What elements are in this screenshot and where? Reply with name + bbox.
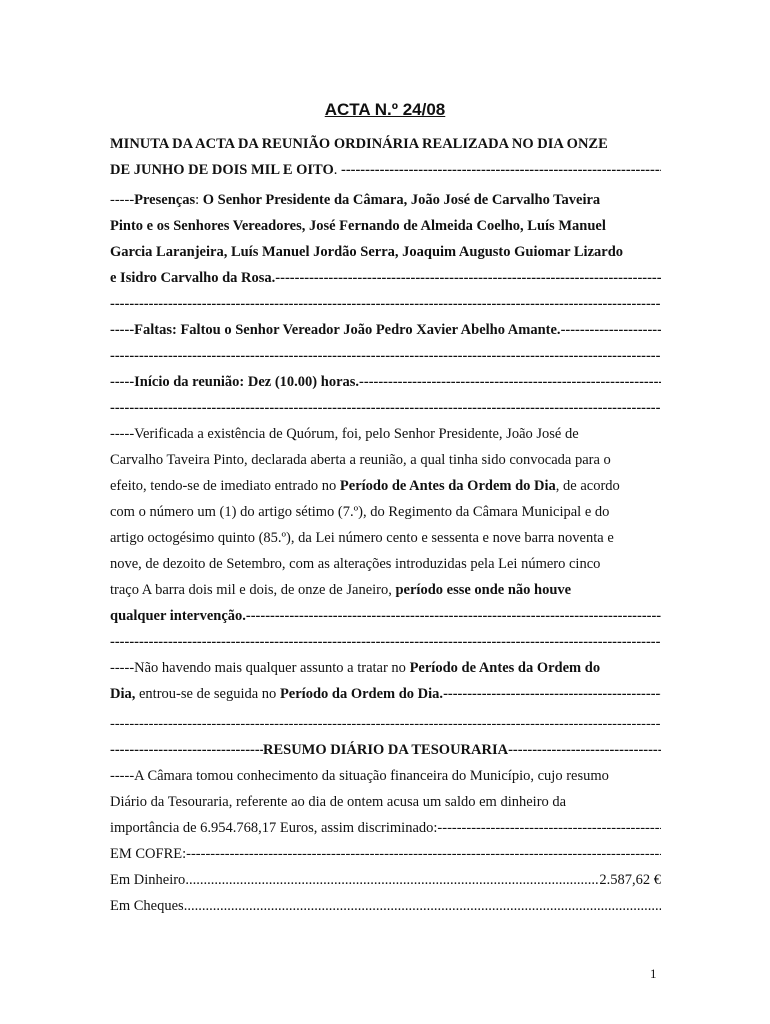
resumo-line-3 [110,815,661,841]
inicio-line [110,369,661,395]
verificada-text-8: qualquer intervenção. [110,608,246,624]
heading-text-2: DE JUNHO DE DOIS MIL E OITO [110,162,334,178]
presencas-text-4: e Isidro Carvalho da Rosa. [110,270,276,286]
nao-havendo-line-2 [110,681,661,707]
presencas-text-2: Pinto e os Senhores Vereadores, José Fernando de Almeida Coelho, Luís Manuel [110,218,606,234]
inicio-text: -----Início da reunião: Dez (10.00) horas. [110,374,360,390]
verificada-line-5 [110,525,661,551]
resumo-text-1: -----A Câmara tomou conhecimento da situação financeira do Município, cujo resumo [110,768,609,784]
verificada-line-8 [110,603,661,629]
dash-filler [110,395,661,421]
verificada-text-3c: , de acordo [555,478,620,494]
dash-filler [110,343,661,369]
heading-line-2: DE JUNHO DE DOIS MIL E OITO . ----- [110,157,661,183]
nao-havendo-text-2c: Período da Ordem do Dia. [279,686,444,702]
presencas-text-1: O Senhor Presidente da Câmara, João José de Carvalho Taveira [202,192,601,208]
heading-line-1 [110,131,661,157]
verificada-line-7 [110,577,661,603]
separator-line [110,711,661,737]
verificada-line-3 [110,473,661,499]
dot-leader [185,867,599,893]
verificada-text-2: Carvalho Taveira Pinto, declarada aberta a reunião, a qual tinha sido convocada para o [110,452,611,468]
verificada-text-3a: efeito, tendo-se de imediato entrado no [110,478,337,494]
resumo-text-2: Diário da Tesouraria, referente ao dia de ontem acusa um saldo em dinheiro da [110,794,567,810]
em-dinheiro-value: 2.587,62 € [599,872,661,888]
verificada-text-4: com o número um (1) do artigo sétimo (7.º), do Regimento da Câmara Municipal e do [110,504,610,520]
resumo-line-1 [110,763,661,789]
verificada-line-1 [110,421,661,447]
presencas-line-1: ----- Presenças : O Senhor Presidente da Câmara, João José de Carvalho Taveira [110,187,661,213]
resumo-line-2 [110,789,661,815]
separator-line [110,291,661,317]
dash-filler [110,737,263,763]
page-number: 1 [650,966,657,981]
resumo-title-line [110,737,661,763]
em-cofre-label: EM COFRE: [110,846,187,862]
dash-prefix: ----- [110,192,135,208]
heading-text-1: MINUTA DA ACTA DA REUNIÃO ORDINÁRIA REALIZADA NO DIA ONZE [110,136,608,152]
verificada-line-2 [110,447,661,473]
dash-filler [110,711,661,737]
separator-line [110,629,661,655]
dash-filler [186,841,661,867]
presencas-line-2 [110,213,661,239]
em-dinheiro-label: Em Dinheiro [110,872,186,888]
dash-filler [561,317,661,343]
resumo-text-3: importância de 6.954.768,17 Euros, assim discriminado: [110,820,438,836]
presencas-line-3 [110,239,661,265]
verificada-line-4 [110,499,661,525]
verificada-text-7a: traço A barra dois mil e dois, de onze de Janeiro, [110,582,392,598]
document-title: ACTA N.º 24/08 [324,100,446,119]
nao-havendo-line-1 [110,655,661,681]
dot-leader [184,893,661,919]
em-cofre-line [110,841,661,867]
document-body [110,131,661,919]
dash-filler [359,369,661,395]
presencas-label: Presenças [134,192,196,208]
verificada-text-6: nove, de dezoito de Setembro, com as alterações introduzidas pela Lei número cinco [110,556,601,572]
em-cheques-label: Em Cheques [110,898,184,914]
dash-filler [110,291,661,317]
dash-filler [341,157,661,183]
verificada-text-7b: período esse onde não houve [395,582,572,598]
verificada-text-5: artigo octogésimo quinto (85.º), da Lei número cento e sessenta e nove barra noventa e [110,530,614,546]
verificada-line-6 [110,551,661,577]
verificada-text-1: -----Verificada a existência de Quórum, foi, pelo Senhor Presidente, João José de [110,426,579,442]
verificada-text-3b: Período de Antes da Ordem do Dia [339,478,556,494]
em-cheques-line [110,893,661,919]
dash-filler [110,629,661,655]
resumo-title: RESUMO DIÁRIO DA TESOURARIA [263,742,509,758]
dash-filler [275,265,661,291]
dash-filler [437,815,661,841]
dash-filler [443,681,661,707]
separator-line [110,343,661,369]
faltas-text: -----Faltas: Faltou o Senhor Vereador João Pedro Xavier Abelho Amante. [110,322,561,338]
em-dinheiro-line [110,867,661,893]
nao-havendo-text-2b: entrou-se de seguida no [139,686,277,702]
dash-filler [246,603,661,629]
presencas-line-4 [110,265,661,291]
nao-havendo-text-1b: Período de Antes da Ordem do [409,660,601,676]
nao-havendo-text-1a: -----Não havendo mais qualquer assunto a tratar no [110,660,406,676]
presencas-text-3: Garcia Laranjeira, Luís Manuel Jordão Serra, Joaquim Augusto Guiomar Lizardo [110,244,624,260]
nao-havendo-text-2a: Dia, [110,686,136,702]
dash-filler [508,737,661,763]
separator-line [110,395,661,421]
faltas-line [110,317,661,343]
